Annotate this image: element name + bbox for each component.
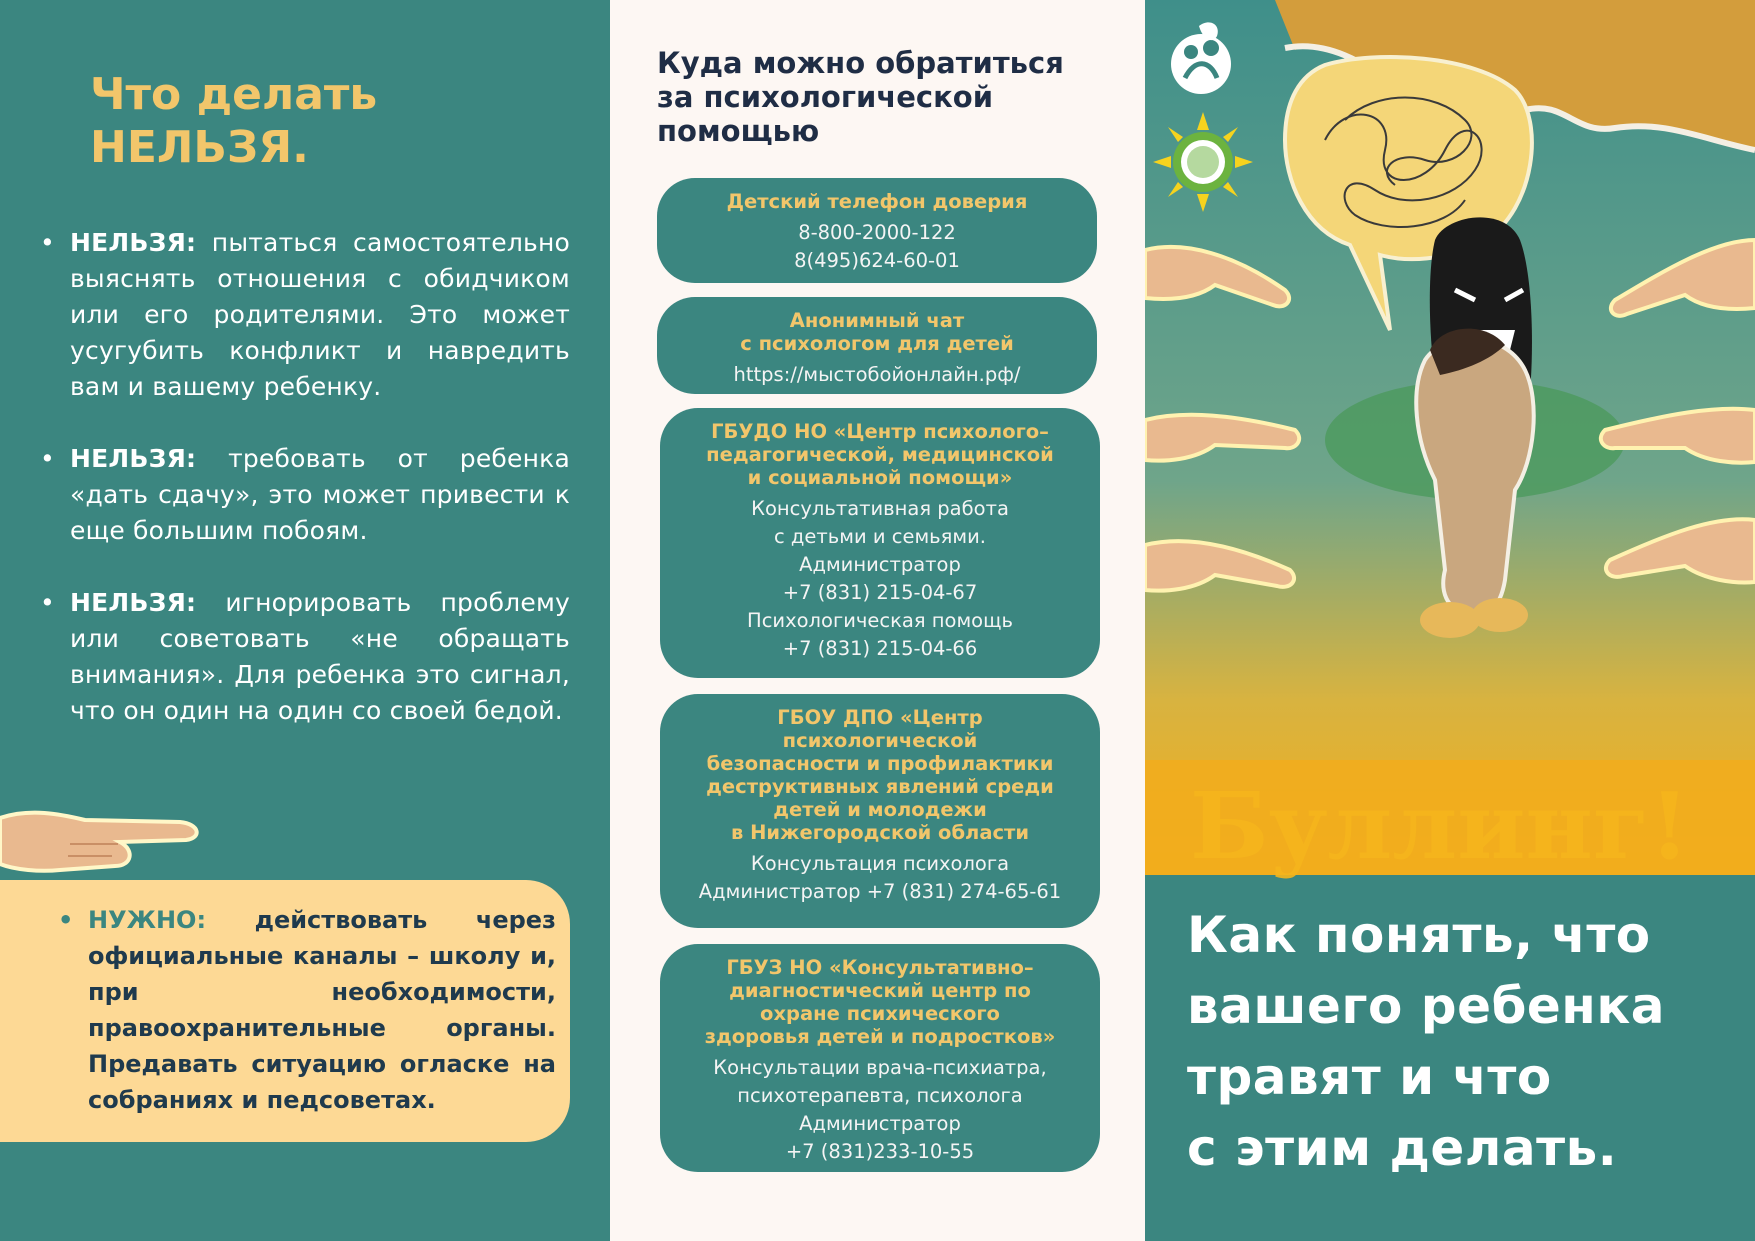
card-name: здоровья детей и подростков»: [704, 1025, 1056, 1048]
card-name: ГБОУ ДПО «Центр: [777, 706, 983, 729]
card-line: психотерапевта, психолога: [737, 1084, 1023, 1107]
forbidden-item: [40, 585, 570, 729]
forbidden-item: [40, 441, 570, 549]
card-name: с психологом для детей: [740, 332, 1014, 355]
card-name: педагогической, медицинской: [706, 443, 1054, 466]
cover-headline: [1187, 900, 1747, 1184]
need-text: [58, 902, 556, 1118]
card-name: Детский телефон доверия: [726, 190, 1028, 213]
card-name: охране психического: [760, 1002, 1000, 1025]
card-line: Консультация психолога: [750, 852, 1010, 875]
card-line: Консультации врача-психиатра,: [713, 1056, 1047, 1079]
help-title: [657, 46, 1097, 148]
card-line: Консультативная работа: [751, 497, 1009, 520]
card-name: ГБУДО НО «Центр психолого–: [711, 420, 1049, 443]
headline-line: вашего ребенка: [1187, 977, 1666, 1035]
card-name: детей и молодежи: [773, 798, 987, 821]
card-name: ГБУЗ НО «Консультативно–: [726, 956, 1034, 979]
card-name: диагностический центр по: [729, 979, 1031, 1002]
card-phone: 8(495)624-60-01: [794, 249, 960, 272]
help-title-line3: помощью: [657, 114, 820, 148]
left-title: [90, 68, 377, 174]
card-name: и социальной помощи»: [747, 466, 1013, 489]
card-phone: +7 (831) 215-04-67: [782, 581, 978, 604]
forbidden-text: требовать от ребенка «дать сдачу», это может привести к еще большим побоям.: [70, 444, 570, 545]
help-card-gbudo-center: [660, 408, 1100, 678]
bullying-word: Буллинг!: [1190, 772, 1690, 880]
card-line: Администратор: [799, 553, 961, 576]
organization-logo-icon: [1165, 18, 1237, 98]
card-name: безопасности и профилактики: [706, 752, 1054, 775]
headline-line: Как понять, что: [1187, 906, 1651, 964]
help-card-child-hotline: [657, 178, 1097, 283]
forbidden-text: игнорировать проблему или советовать «не обращать внимания». Для ребенка это сигнал, что он один на один со своей бедой.: [70, 588, 570, 725]
help-card-anonymous-chat: [657, 297, 1097, 394]
card-line: с детьми и семьями.: [774, 525, 986, 548]
need-body: действовать через официальные каналы – школу и, при необходимости, правоохранительные органы. Предавать ситуацию огласке на собраниях и педсоветах.: [88, 906, 556, 1114]
forbidden-list: [40, 225, 570, 765]
forbidden-item: [40, 225, 570, 405]
card-line: Психологическая помощь: [747, 609, 1013, 632]
card-name: психологической: [782, 729, 978, 752]
card-phone: +7 (831) 215-04-66: [782, 637, 978, 660]
help-card-gbou-center: [660, 694, 1100, 928]
sun-emblem-icon: [1153, 112, 1253, 212]
help-title-line2: за психологической: [657, 80, 994, 114]
headline-line: с этим делать.: [1187, 1119, 1618, 1177]
card-name: в Нижегородской области: [730, 821, 1030, 844]
need-keyword: НУЖНО:: [88, 906, 207, 934]
card-line: Администратор: [799, 1112, 961, 1135]
help-card-gbuz-center: [660, 944, 1100, 1172]
forbidden-keyword: НЕЛЬЗЯ:: [70, 588, 197, 617]
left-title-line2: НЕЛЬЗЯ.: [90, 122, 309, 173]
card-phone: +7 (831)233-10-55: [785, 1140, 975, 1163]
forbidden-keyword: НЕЛЬЗЯ:: [70, 228, 197, 257]
forbidden-text: пытаться самостоятельно выяснять отношения с обидчиком или его родителями. Это может усугубить конфликт и навредить вам и вашему ребенку.: [70, 228, 570, 401]
card-link[interactable]: https://мыстобойонлайн.рф/: [733, 363, 1021, 386]
left-title-line1: Что делать: [90, 69, 378, 120]
card-phone: Администратор +7 (831) 274-65-61: [698, 880, 1062, 903]
card-name: Анонимный чат: [789, 309, 965, 332]
card-name: деструктивных явлений среди: [706, 775, 1054, 798]
cover-panel: [1145, 0, 1755, 1241]
pointing-hand-illustration: [0, 800, 215, 880]
card-phone: 8-800-2000-122: [798, 221, 956, 244]
help-title-line1: Куда можно обратиться: [657, 46, 1064, 80]
need-bullet: •: [58, 906, 74, 934]
forbidden-keyword: НЕЛЬЗЯ:: [70, 444, 197, 473]
headline-line: травят и что: [1187, 1048, 1552, 1106]
